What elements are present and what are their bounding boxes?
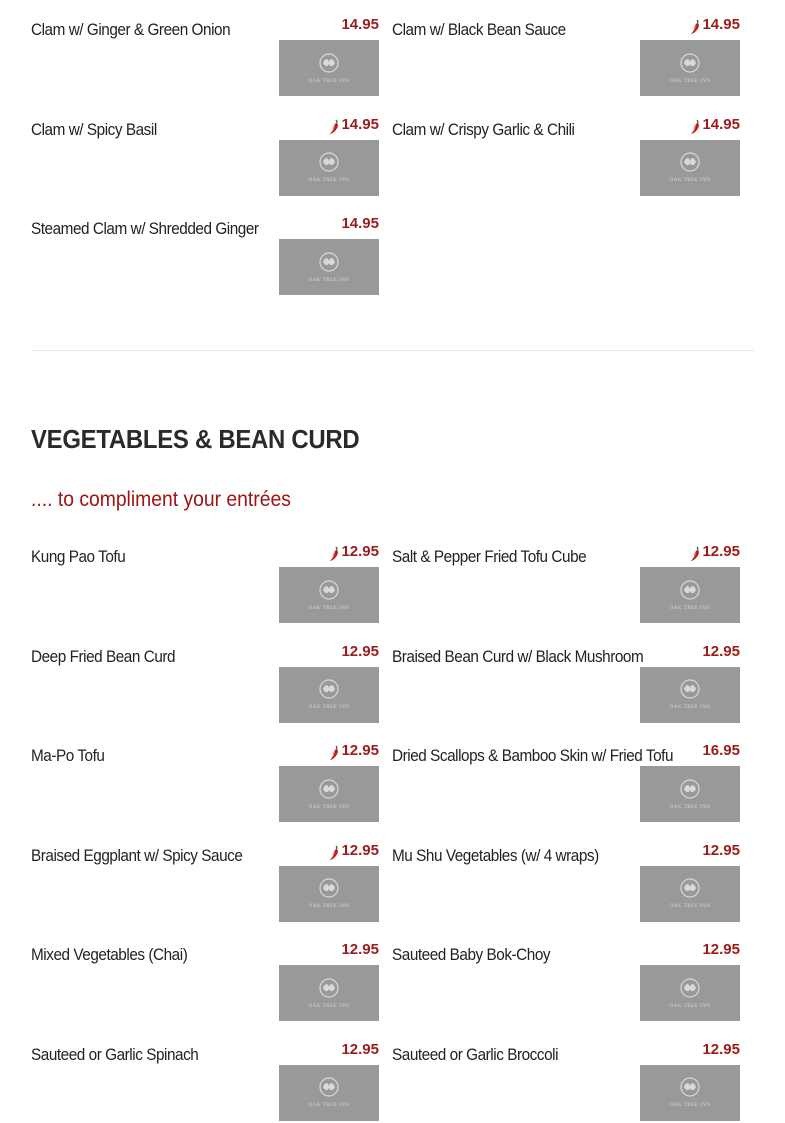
restaurant-logo-icon [677,878,703,903]
menu-item-price: 14.95 [341,215,379,232]
menu-item[interactable] [31,215,379,297]
menu-item[interactable] [392,842,740,924]
restaurant-logo-icon [316,53,342,78]
section-title: VEGETABLES & BEAN CURD [31,424,360,454]
restaurant-logo-icon [677,152,703,177]
chili-pepper-icon [329,745,341,761]
restaurant-logo-icon [316,580,342,605]
restaurant-logo-text: OAK TREE INN [308,804,350,810]
menu-item-image[interactable] [279,866,379,922]
restaurant-logo-text: OAK TREE INN [669,705,711,710]
menu-item-price: 14.95 [702,115,740,133]
menu-item-image[interactable] [640,1065,740,1121]
menu-item-image[interactable] [279,766,379,822]
menu-item-image[interactable] [279,40,379,96]
menu-item-image[interactable] [640,766,740,822]
menu-item-image[interactable] [279,965,379,1021]
menu-item[interactable] [392,116,740,198]
menu-item-image[interactable] [640,567,740,623]
menu-item-name: Salt & Pepper Fried Tofu Cube [392,547,587,566]
restaurant-logo-icon [316,252,342,277]
restaurant-logo-text: OAK TREE INN [669,78,711,84]
restaurant-logo-text: OAK TREE INN [669,178,711,183]
menu-item[interactable] [31,643,379,725]
menu-item-price: 14.95 [341,115,379,133]
menu-item-image[interactable] [279,567,379,623]
restaurant-logo-icon [677,1077,703,1102]
restaurant-logo-icon [677,978,703,1003]
menu-item-name: Steamed Clam w/ Shredded Ginger [31,219,259,238]
chili-pepper-icon [690,546,702,562]
chili-pepper-icon [690,119,702,135]
menu-item-name: Deep Fried Bean Curd [31,646,176,666]
menu-item-name: Braised Bean Curd w/ Black Mushroom [392,646,644,666]
section-divider [31,350,754,351]
menu-item-price: 14.95 [341,16,379,33]
section-subtitle: .... to compliment your entrées [31,488,291,511]
restaurant-logo-text: OAK TREE INN [308,705,350,710]
menu-item-image[interactable] [279,1065,379,1121]
menu-item-image[interactable] [279,140,379,196]
menu-item-price: 12.95 [702,841,740,859]
menu-item-name: Clam w/ Ginger & Green Onion [31,20,231,39]
restaurant-logo-icon [677,679,703,704]
menu-item-price: 16.95 [702,742,740,759]
menu-item[interactable] [31,842,379,924]
menu-item-price: 12.95 [702,543,740,560]
menu-item-name: Clam w/ Black Bean Sauce [392,20,566,39]
menu-item[interactable] [392,16,740,98]
menu-item-price: 12.95 [341,543,379,560]
restaurant-logo-icon [316,679,342,704]
menu-item-price: 12.95 [702,642,740,660]
menu-item-name: Kung Pao Tofu [31,547,126,566]
restaurant-logo-text: OAK TREE INN [308,178,350,183]
menu-item[interactable] [31,543,379,625]
menu-item-name: Mu Shu Vegetables (w/ 4 wraps) [392,845,599,865]
menu-item-name: Mixed Vegetables (Chai) [31,945,188,964]
menu-item-price: 12.95 [341,642,379,660]
menu-item-name: Ma-Po Tofu [31,746,105,765]
restaurant-logo-text: OAK TREE INN [669,1103,711,1108]
restaurant-logo-icon [677,53,703,78]
menu-item-price: 12.95 [702,941,740,958]
menu-item[interactable] [31,941,379,1023]
restaurant-logo-icon [316,1077,342,1102]
menu-item-image[interactable] [640,965,740,1021]
restaurant-logo-text: OAK TREE INN [308,78,350,84]
menu-item-image[interactable] [640,140,740,196]
restaurant-logo-icon [316,779,342,804]
restaurant-logo-text: OAK TREE INN [669,804,711,810]
restaurant-logo-icon [316,152,342,177]
menu-item-name: Sauteed Baby Bok-Choy [392,945,551,964]
restaurant-logo-icon [677,580,703,605]
menu-item-image[interactable] [640,667,740,723]
menu-item[interactable] [31,116,379,198]
menu-item-name: Sauteed or Garlic Broccoli [392,1044,559,1064]
menu-item-image[interactable] [279,239,379,295]
menu-item-price: 12.95 [341,941,379,958]
menu-item-price: 12.95 [341,1040,379,1058]
menu-item-price: 12.95 [341,742,379,759]
restaurant-logo-icon [316,978,342,1003]
chili-pepper-icon [329,845,341,861]
menu-item-price: 12.95 [702,1040,740,1058]
restaurant-logo-text: OAK TREE INN [308,904,350,909]
restaurant-logo-icon [316,878,342,903]
menu-item[interactable] [392,1041,740,1123]
restaurant-logo-text: OAK TREE INN [308,277,350,283]
menu-item[interactable] [392,643,740,725]
menu-item[interactable] [31,16,379,98]
restaurant-logo-text: OAK TREE INN [308,1103,350,1108]
chili-pepper-icon [329,119,341,135]
menu-item-price: 12.95 [341,841,379,859]
menu-item-image[interactable] [279,667,379,723]
chili-pepper-icon [329,546,341,562]
restaurant-logo-text: OAK TREE INN [308,605,350,611]
restaurant-logo-text: OAK TREE INN [669,1003,711,1009]
menu-item-price: 14.95 [702,16,740,33]
menu-item[interactable] [31,742,379,824]
menu-item-name: Clam w/ Spicy Basil [31,119,157,139]
menu-item-name: Clam w/ Crispy Garlic & Chili [392,119,575,139]
menu-item[interactable] [392,742,740,824]
menu-item[interactable] [392,543,740,625]
restaurant-logo-text: OAK TREE INN [308,1003,350,1009]
restaurant-logo-icon [677,779,703,804]
restaurant-logo-text: OAK TREE INN [669,605,711,611]
menu-item[interactable] [31,1041,379,1123]
restaurant-logo-text: OAK TREE INN [669,904,711,909]
menu-item-image[interactable] [640,866,740,922]
menu-item-name: Dried Scallops & Bamboo Skin w/ Fried Tofu [392,746,674,765]
menu-item[interactable] [392,941,740,1023]
menu-item-name: Braised Eggplant w/ Spicy Sauce [31,845,243,865]
chili-pepper-icon [690,19,702,35]
menu-item-image[interactable] [640,40,740,96]
menu-item-name: Sauteed or Garlic Spinach [31,1044,199,1064]
